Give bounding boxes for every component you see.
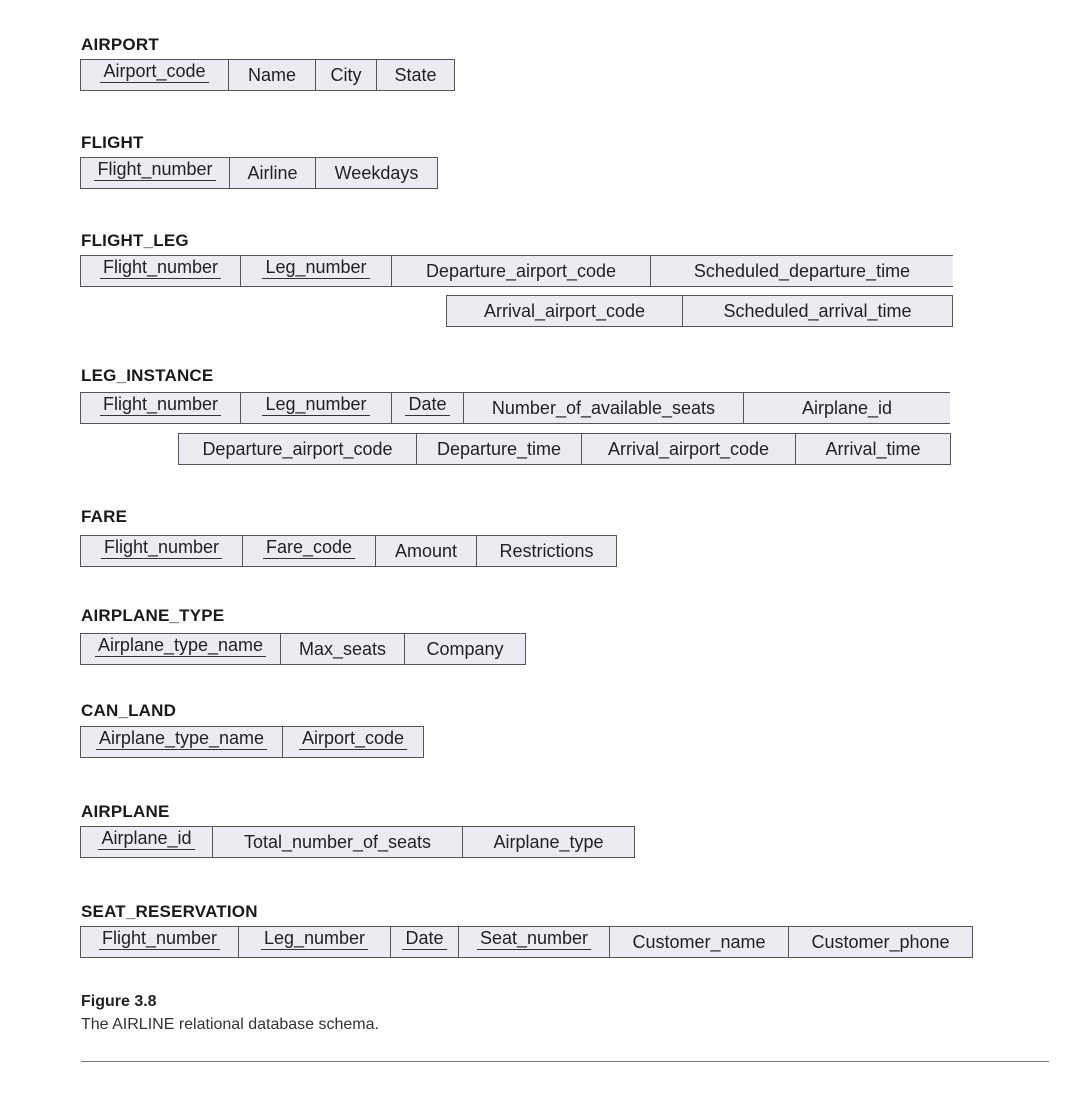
table-title-airplane-type: AIRPLANE_TYPE [81, 606, 225, 625]
attribute-arrival-time: Arrival_time [825, 439, 921, 459]
attribute-flight-number: Flight_number [81, 393, 241, 423]
attribute-airplane-id: Airplane_id [801, 398, 893, 418]
attribute-scheduled-arrival-time: Scheduled_arrival_time [723, 301, 912, 321]
table-title-leg-instance: LEG_INSTANCE [81, 366, 214, 385]
relation-fare [80, 535, 617, 567]
attribute-fare-code: Fare_code [243, 536, 376, 566]
attribute-leg-number: Leg_number [239, 927, 391, 957]
figure-label: Figure 3.8 [81, 993, 157, 1010]
relation-seat-reservation [80, 926, 973, 958]
figure-caption: The AIRLINE relational database schema. [81, 1016, 379, 1033]
table-title-airport: AIRPORT [81, 35, 159, 54]
attribute-company: Company [426, 639, 504, 659]
table-title-can-land: CAN_LAND [81, 701, 177, 720]
relation-flight-leg-row1 [80, 255, 953, 287]
divider [81, 1061, 1049, 1062]
attribute-departure-airport-code: Departure_airport_code [392, 256, 651, 286]
relation-airplane-type [80, 633, 526, 665]
attribute-departure-airport-code: Departure_airport_code [179, 434, 417, 464]
relation-flight-leg-row2 [446, 295, 953, 327]
attribute-departure-time: Departure_time [417, 434, 582, 464]
attribute-name: Name [229, 60, 316, 90]
attribute-leg-number: Leg_number [241, 256, 392, 286]
relation-can-land [80, 726, 424, 758]
attribute-amount: Amount [376, 536, 477, 566]
attribute-city: City [316, 60, 377, 90]
attribute-scheduled-departure-time: Scheduled_departure_time [693, 261, 911, 281]
relation-airport [80, 59, 455, 91]
attribute-number-of-available-seats: Number_of_available_seats [464, 393, 744, 423]
attribute-date: Date [392, 393, 464, 423]
attribute-leg-number: Leg_number [241, 393, 392, 423]
relation-leg-instance-row2 [178, 433, 951, 465]
relation-airplane [80, 826, 635, 858]
attribute-weekdays: Weekdays [334, 163, 419, 183]
attribute-flight-number: Flight_number [81, 927, 239, 957]
attribute-customer-phone: Customer_phone [811, 932, 950, 952]
attribute-customer-name: Customer_name [610, 927, 789, 957]
attribute-airplane-type: Airplane_type [493, 832, 604, 852]
attribute-airplane-type-name: Airplane_type_name [81, 727, 283, 757]
attribute-total-number-of-seats: Total_number_of_seats [213, 827, 463, 857]
table-title-fare: FARE [81, 507, 128, 526]
attribute-airplane-type-name: Airplane_type_name [81, 634, 281, 664]
table-title-seat-reservation: SEAT_RESERVATION [81, 902, 258, 921]
attribute-state: State [394, 65, 437, 85]
attribute-date: Date [391, 927, 459, 957]
attribute-flight-number: Flight_number [81, 256, 241, 286]
attribute-arrival-airport-code: Arrival_airport_code [582, 434, 796, 464]
table-title-airplane: AIRPLANE [81, 802, 170, 821]
table-title-flight: FLIGHT [81, 133, 144, 152]
attribute-airport-code: Airport_code [283, 727, 423, 757]
attribute-airplane-id: Airplane_id [81, 827, 213, 857]
attribute-max-seats: Max_seats [281, 634, 405, 664]
attribute-flight-number: Flight_number [81, 158, 230, 188]
attribute-restrictions: Restrictions [499, 541, 594, 561]
relation-flight [80, 157, 438, 189]
attribute-flight-number: Flight_number [81, 536, 243, 566]
attribute-airport-code: Airport_code [81, 60, 229, 90]
attribute-airline: Airline [230, 158, 316, 188]
relation-leg-instance-row1 [80, 392, 950, 424]
table-title-flight-leg: FLIGHT_LEG [81, 231, 189, 250]
attribute-arrival-airport-code: Arrival_airport_code [447, 296, 683, 326]
attribute-seat-number: Seat_number [459, 927, 610, 957]
